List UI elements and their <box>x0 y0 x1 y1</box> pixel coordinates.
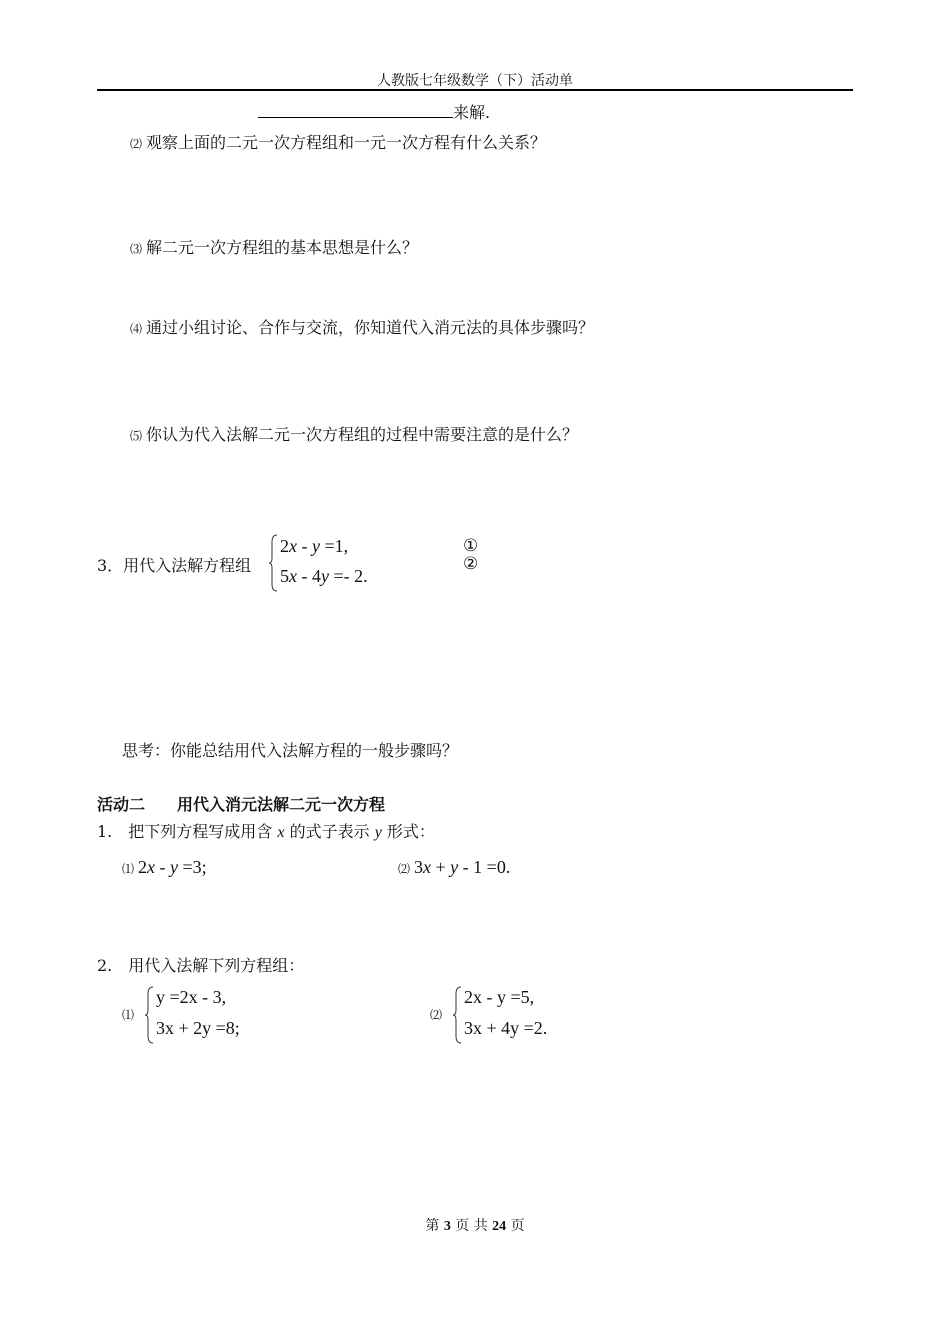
question-4 <box>130 315 594 338</box>
intro-tail: 来解. <box>453 103 491 122</box>
system-2-equation-1: 2x - y =5, <box>464 987 535 1007</box>
left-brace-icon <box>144 986 154 1044</box>
system-2 <box>452 984 652 1046</box>
page-header: 人教版七年级数学（下）活动单 <box>377 73 573 89</box>
question-5 <box>130 422 578 445</box>
question-number: ⑸ <box>130 429 143 443</box>
system-2-equation-2: 3x + 4y =2. <box>464 1018 548 1038</box>
question-text: 通过小组讨论、合作与交流，你知道代入消元法的具体步骤吗？ <box>146 318 595 337</box>
think-prompt: 思考：你能总结用代入法解方程的一般步骤吗？ <box>122 741 459 760</box>
question-3 <box>130 235 418 258</box>
q3-equation-1: 2x - y =1, <box>280 536 349 556</box>
header-rule <box>97 89 853 91</box>
system-2-number: ⑵ <box>430 1008 443 1022</box>
q3-system <box>268 532 468 594</box>
system-1-equation-2: 3x + 2y =8; <box>156 1018 240 1038</box>
system-1-number: ⑴ <box>122 1008 135 1022</box>
question-number: ⑵ <box>130 137 143 151</box>
left-brace-icon <box>452 986 462 1044</box>
q3-label: 3．用代入法解方程组 <box>97 556 252 575</box>
page-total: 24 <box>492 1219 507 1234</box>
fill-in-line <box>258 100 490 123</box>
page-number: 3 <box>443 1219 451 1234</box>
page-footer: 第 3 页 共 24 页 <box>425 1218 525 1234</box>
exercise-1a: ⑴ 2x - y =3; <box>122 857 207 877</box>
left-brace-icon <box>268 534 278 592</box>
question-number: ⑷ <box>130 322 143 336</box>
equation-mark-2: ② <box>463 554 479 574</box>
system-1 <box>144 984 344 1046</box>
question-number: ⑶ <box>130 242 143 256</box>
activity-2-item-1: 1. 把下列方程写成用含 x 的式子表示 y 形式： <box>97 822 435 841</box>
activity-2-title: 活动二 用代入消元法解二元一次方程 <box>97 795 386 814</box>
question-text: 你认为代入法解二元一次方程组的过程中需要注意的是什么？ <box>146 425 579 444</box>
system-1-equation-1: y =2x - 3, <box>156 987 227 1007</box>
activity-2-item-2: 2. 用代入法解下列方程组： <box>97 956 305 975</box>
equation-mark-1: ① <box>463 536 479 556</box>
question-2 <box>130 130 546 153</box>
q3-equation-2: 5x - 4y =- 2. <box>280 566 368 586</box>
question-text: 解二元一次方程组的基本思想是什么？ <box>146 238 419 257</box>
question-text: 观察上面的二元一次方程组和一元一次方程有什么关系？ <box>146 133 547 152</box>
blank-underline <box>258 103 453 118</box>
exercise-1b: ⑵ 3x + y - 1 =0. <box>398 857 511 877</box>
